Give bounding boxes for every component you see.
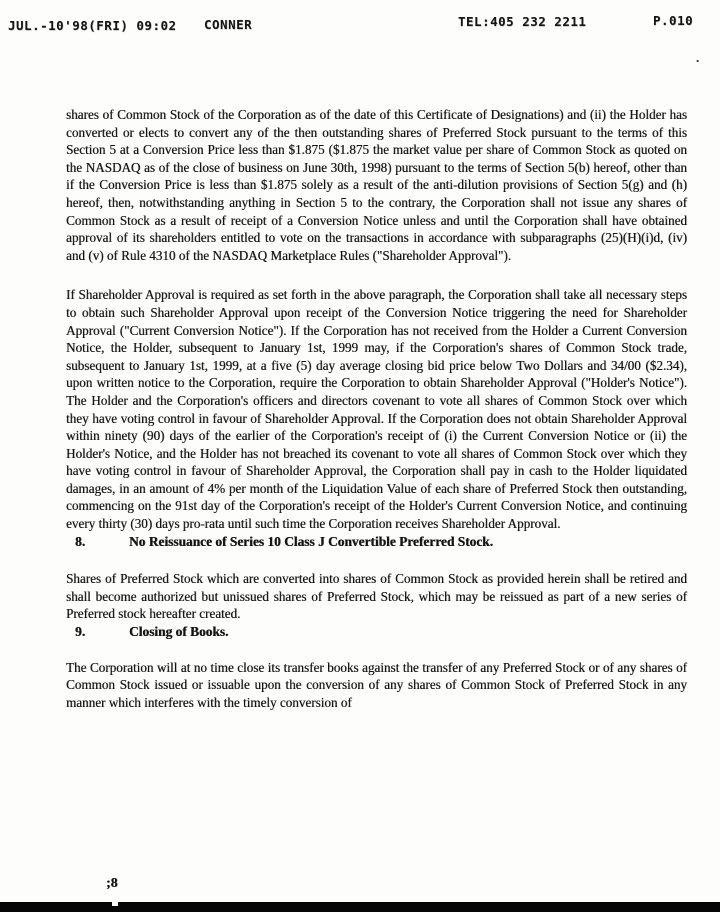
section-8-number: 8. xyxy=(75,533,86,549)
section-8-body: Shares of Preferred Stock which are converted into shares of Common Stock as provided herein shall be retired and shall become authorized but unissued shares of Preferred Stock, which may be reissued as part of a new series of Preferred stock hereafter created. xyxy=(66,571,687,622)
document-body xyxy=(66,106,687,711)
scan-artifact-mark: . xyxy=(696,50,700,65)
section-9-heading xyxy=(66,623,687,641)
paragraph-shareholder-approval-process: If Shareholder Approval is required as set forth in the above paragraph, the Corporation shall take all necessary steps to obtain such Shareholder Approval upon receipt of the Conversion Notice triggering the need for Shareholder Approval ("Current Conversion Notice"). If the Corporation has not received from the Holder a Current Conversion Notice, the Holder, subsequent to January 1st, 1999 may, if the Corporation's shares of Common Stock trade, subsequent to January 1st, 1999, at a five (5) day average closing bid price below Two Dollars and 34/00 ($2.34), upon written notice to the Corporation, require the Corporation to obtain Shareholder Approval ("Holder's Notice"). The Holder and the Corporation's officers and directors covenant to vote all shares of Common Stock over which they have voting control in favour of Shareholder Approval. If the Corporation does not obtain Shareholder Approval within ninety (90) days of the earlier of the Corporation's receipt of (i) the Current Conversion Notice or (ii) the Holder's Notice, and the Holder has not breached its covenant to vote all shares of Common Stock over which they have voting control in favour of Shareholder Approval, the Corporation shall pay in cash to the Holder liquidated damages, in an amount of 4% per month of the Liquidation Value of each share of Preferred Stock then outstanding, commencing on the 91st day of the Corporation's receipt of the Holder's Current Conversion Notice, and continuing every thirty (30) days pro-rata until such time the Corporation receives Shareholder Approval. xyxy=(66,287,687,532)
paragraph-shareholder-approval-condition: shares of Common Stock of the Corporation as of the date of this Certificate of Designations) and (ii) the Holder has converted or elects to convert any of the then outstanding shares of Preferred Stock pursuant to the terms of this Section 5 at a Conversion Price less than $1.875 ($1.875 the market value per share of Common Stock as quoted on the NASDAQ as of the close of business on June 30th, 1998) pursuant to the terms of Section 5(b) hereof, other than if the Conversion Price is less than $1.875 solely as a result of the anti-dilution provisions of Section 5(g) and (h) hereof, then, notwithstanding anything in Section 5 to the contrary, the Corporation shall not issue any shares of Common Stock as a result of receipt of a Conversion Notice unless and until the Corporation shall have obtained approval of its shareholders entitled to vote on the transactions in accordance with subparagraphs (25)(H)(i)d, (iv) and (v) of Rule 4310 of the NASDAQ Marketplace Rules ("Shareholder Approval"). xyxy=(66,107,687,263)
fax-datetime: JUL.-10'98(FRI) 09:02 xyxy=(8,18,177,33)
section-8-heading xyxy=(66,533,687,551)
footer-page-mark: ;8 xyxy=(106,876,118,891)
scan-edge-artifact xyxy=(0,902,720,912)
fax-page-number: P.010 xyxy=(653,13,694,28)
section-9-title: Closing of Books. xyxy=(129,624,229,640)
section-9-body: The Corporation will at no time close its transfer books against the transfer of any Preferred Stock or of any shares of Common Stock issued or issuable upon the conversion of any shares of Common Stock of Preferred Stock in any manner which interferes with the timely conversion of xyxy=(66,659,687,710)
fax-telephone: TEL:405 232 2211 xyxy=(458,14,587,29)
fax-transmission-header xyxy=(0,13,720,38)
section-9-number: 9. xyxy=(75,624,86,640)
section-8-title: No Reissuance of Series 10 Class J Convertible Preferred Stock. xyxy=(129,533,493,549)
fax-sender: CONNER xyxy=(204,17,253,32)
